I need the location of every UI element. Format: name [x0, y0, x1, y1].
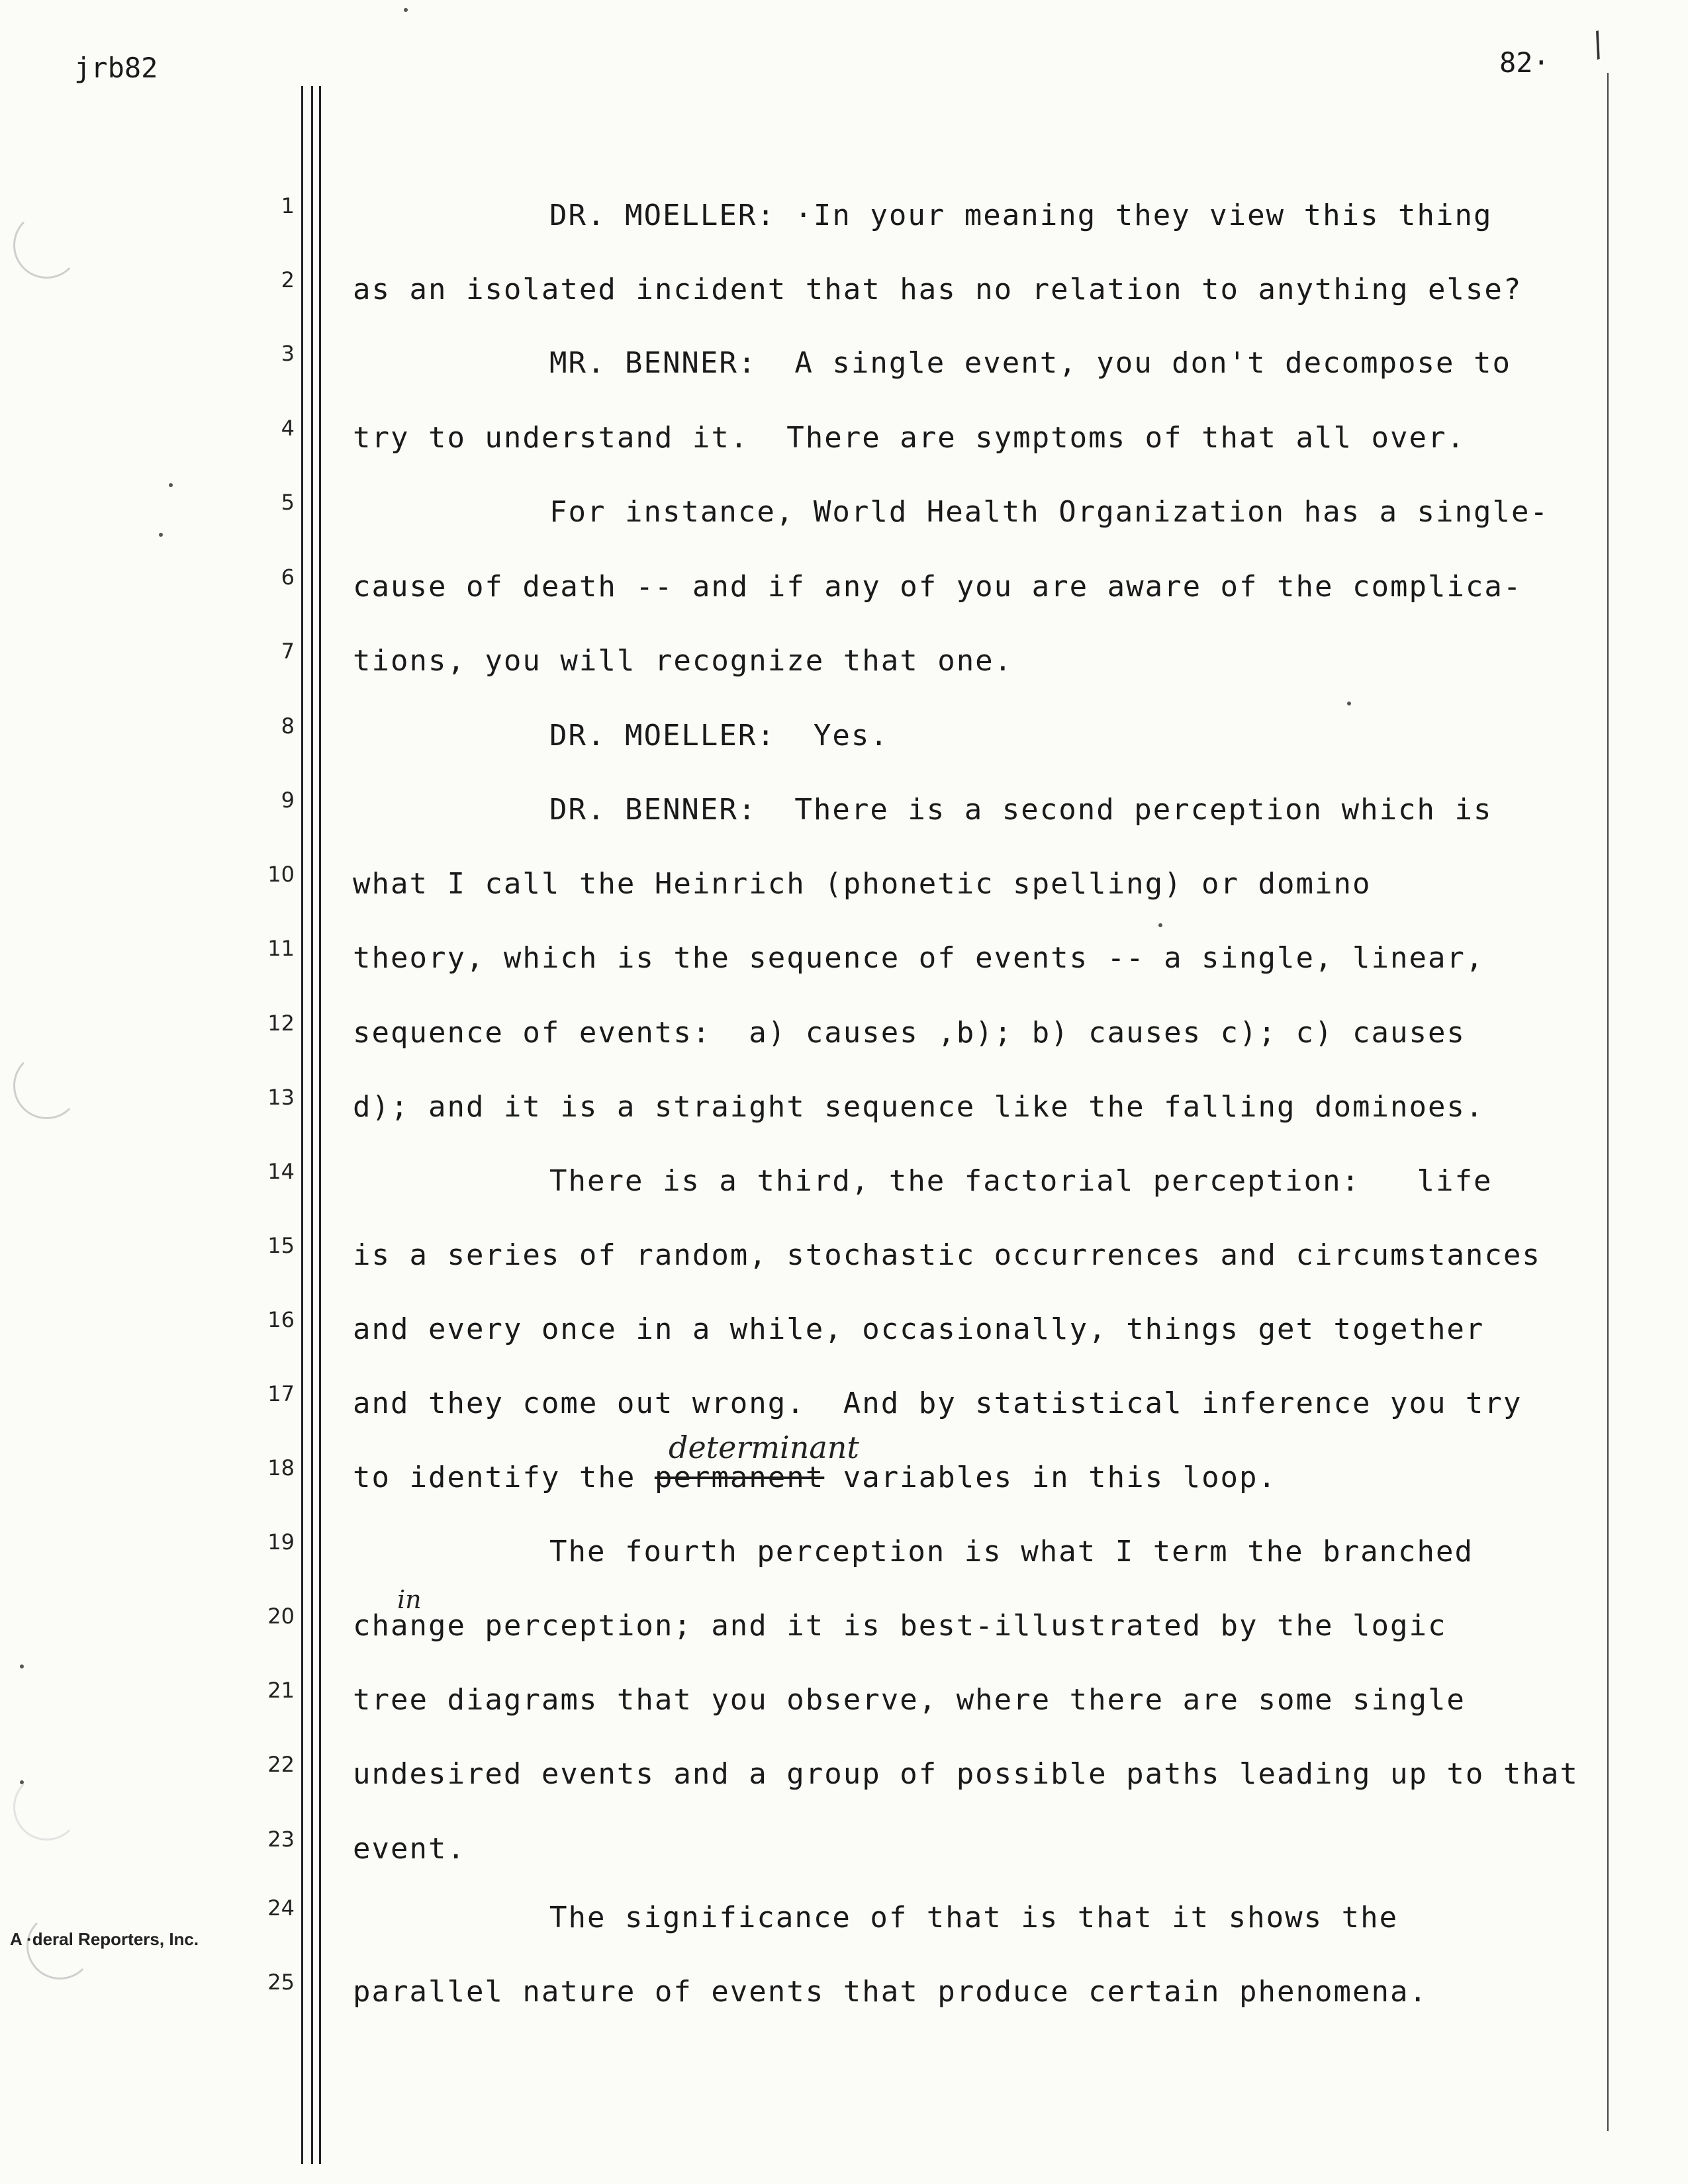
line-number: 5 [281, 490, 295, 515]
line-number: 25 [267, 1970, 295, 1995]
line-number: 1 [281, 193, 295, 218]
transcript-line: change perception; and it is best-illustrated by the logic [353, 1609, 1447, 1643]
transcript-line: cause of death -- and if any of you are aware of the complica- [353, 570, 1523, 604]
transcript-line: There is a third, the factorial perception: life [549, 1164, 1493, 1198]
page-number: 82· [1499, 46, 1550, 79]
handwritten-correction-in: in [397, 1585, 422, 1614]
speck [20, 1780, 24, 1784]
line-number: 15 [267, 1233, 295, 1258]
speck [404, 8, 408, 12]
speck [1158, 923, 1162, 927]
transcript-line: d); and it is a straight sequence like the falling dominoes. [353, 1090, 1485, 1124]
transcript-line: as an isolated incident that has no relation to anything else? [353, 273, 1523, 306]
line-number: 8 [281, 713, 295, 739]
line-number: 4 [281, 416, 295, 441]
transcript-line: For instance, World Health Organization has a single- [549, 495, 1549, 529]
speck [159, 533, 163, 537]
line-number: 11 [267, 936, 295, 961]
transcript-line: event. [353, 1832, 466, 1866]
line-number: 12 [267, 1011, 295, 1036]
line-number: 24 [267, 1895, 295, 1921]
line-number: 2 [281, 267, 295, 293]
punch-hole-icon [13, 1774, 80, 1841]
reporter-stamp: A ·deral Reporters, Inc. [10, 1929, 199, 1949]
margin-rule-2 [311, 86, 313, 2164]
transcript-line: parallel nature of events that produce certain phenomena. [353, 1975, 1428, 2009]
transcript-line: is a series of random, stochastic occurrences and circumstances [353, 1238, 1541, 1272]
speck [20, 1664, 24, 1668]
line-number: 17 [267, 1381, 295, 1406]
punch-hole-icon [13, 212, 80, 279]
line-number: 13 [267, 1085, 295, 1110]
line-number: 10 [267, 862, 295, 887]
header-id: jrb82 [74, 52, 158, 84]
line-number: 20 [267, 1604, 295, 1629]
transcript-line: The significance of that is that it shows the [549, 1901, 1399, 1934]
transcript-line: DR. MOELLER: ·In your meaning they view this thing [549, 199, 1493, 232]
speck [1347, 702, 1351, 705]
transcript-line: DR. MOELLER: Yes. [549, 719, 889, 752]
transcript-line: The fourth perception is what I term the branched [549, 1535, 1474, 1569]
handwritten-correction-determinant: determinant [669, 1430, 859, 1465]
margin-rule-3 [319, 86, 321, 2164]
right-margin-rule [1607, 73, 1609, 2131]
transcript-line: undesired events and a group of possible paths leading up to that [353, 1757, 1579, 1791]
punch-hole-icon [13, 1052, 80, 1119]
corner-check-mark: / [1585, 24, 1610, 65]
transcript-line: and they come out wrong. And by statistical inference you try [353, 1387, 1523, 1420]
line-number: 9 [281, 788, 295, 813]
transcript-line: MR. BENNER: A single event, you don't decompose to [549, 346, 1512, 380]
line-number: 18 [267, 1455, 295, 1480]
speck [169, 483, 173, 487]
transcript-line: tions, you will recognize that one. [353, 644, 1013, 678]
transcript-line: to identify the permanent variables in this loop. [353, 1461, 1278, 1494]
line-number: 7 [281, 639, 295, 664]
line-number: 19 [267, 1529, 295, 1555]
transcript-line: tree diagrams that you observe, where there are some single [353, 1683, 1466, 1717]
margin-rule-1 [301, 86, 303, 2164]
transcript-line: sequence of events: a) causes ,b); b) causes c); c) causes [353, 1016, 1466, 1050]
line-number: 14 [267, 1159, 295, 1184]
transcript-line: what I call the Heinrich (phonetic spelling) or domino [353, 867, 1372, 901]
transcript-line: DR. BENNER: There is a second perception which is [549, 793, 1493, 827]
transcript-line: theory, which is the sequence of events -- a single, linear, [353, 941, 1485, 975]
line-number: 16 [267, 1307, 295, 1332]
line-number: 21 [267, 1678, 295, 1703]
struck-word: permanent [654, 1461, 825, 1494]
line-number: 3 [281, 341, 295, 366]
transcript-line: and every once in a while, occasionally, things get together [353, 1312, 1485, 1346]
line-number: 23 [267, 1827, 295, 1852]
transcript-line: try to understand it. There are symptoms of that all over. [353, 421, 1466, 455]
line-number: 6 [281, 565, 295, 590]
line-number: 22 [267, 1752, 295, 1777]
